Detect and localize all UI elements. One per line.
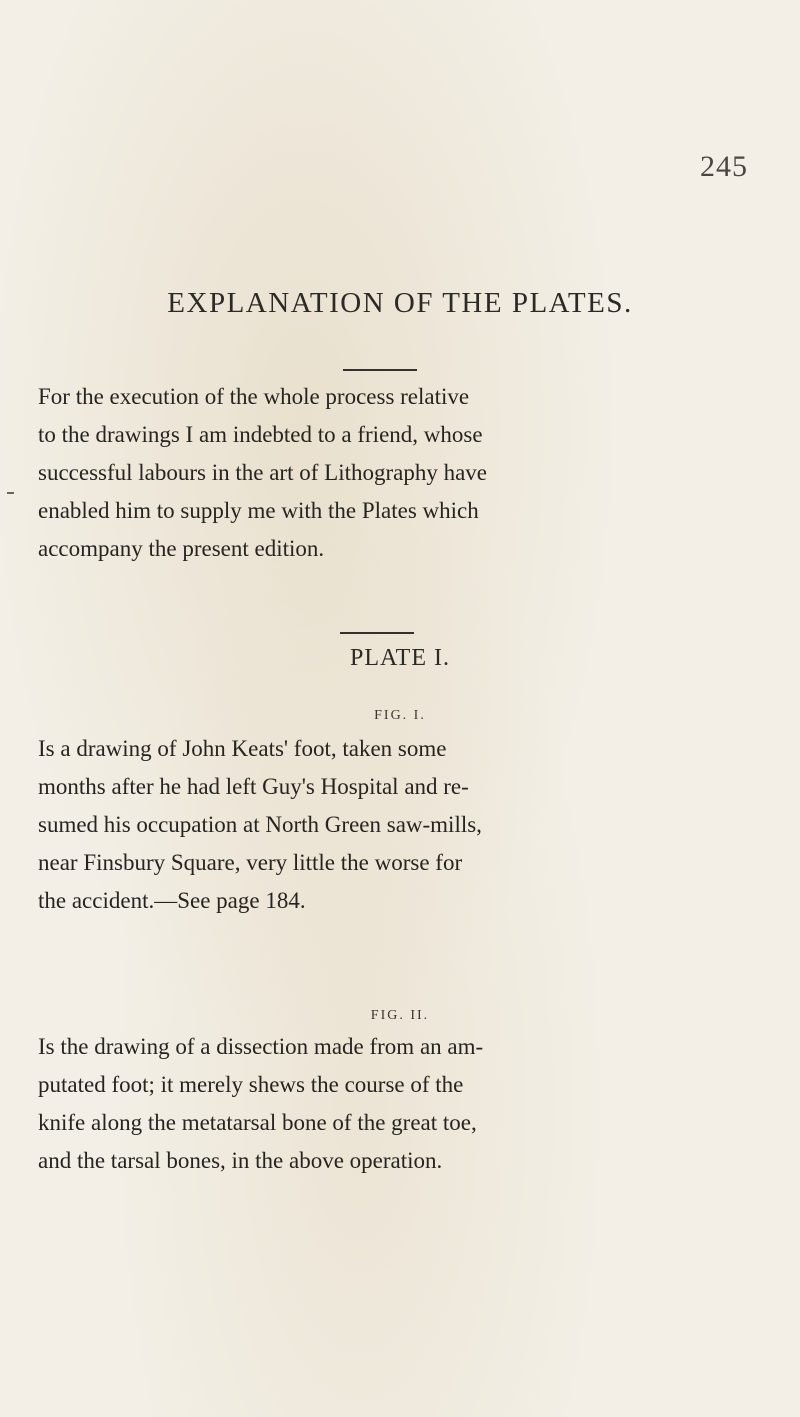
text-line: to the drawings I am indebted to a friend, whose [38, 422, 483, 447]
text-line: near Finsbury Square, very little the worse for [38, 850, 463, 875]
text-line: Is the drawing of a dissection made from an am- [38, 1034, 484, 1059]
text-line: enabled him to supply me with the Plates which [38, 498, 479, 523]
text-line: knife along the metatarsal bone of the great toe, [38, 1110, 477, 1135]
page-number: 245 [700, 150, 748, 183]
divider-rule [343, 369, 417, 371]
text-line: accompany the present edition. [38, 536, 325, 561]
plate-heading: PLATE I. [350, 645, 450, 671]
text-line: months after he had left Guy's Hospital and re- [38, 774, 469, 799]
text-line: the accident.—See page 184. [38, 888, 306, 913]
figure-description [38, 730, 778, 920]
text-line: For the execution of the whole process relative [38, 384, 470, 409]
text-line: successful labours in the art of Lithography have [38, 460, 488, 485]
intro-paragraph [38, 378, 778, 568]
text-line: sumed his occupation at North Green saw-mills, [38, 812, 482, 837]
figure-label: FIG. I. [374, 708, 426, 723]
figure-description [38, 1028, 778, 1180]
page-title: EXPLANATION OF THE PLATES. [167, 287, 633, 319]
divider-rule [340, 632, 414, 634]
text-line: putated foot; it merely shews the course of the [38, 1072, 464, 1097]
figure-label: FIG. II. [370, 1008, 430, 1023]
margin-mark [7, 492, 14, 494]
text-line: Is a drawing of John Keats' foot, taken some [38, 736, 447, 761]
text-line: and the tarsal bones, in the above operation. [38, 1148, 443, 1173]
